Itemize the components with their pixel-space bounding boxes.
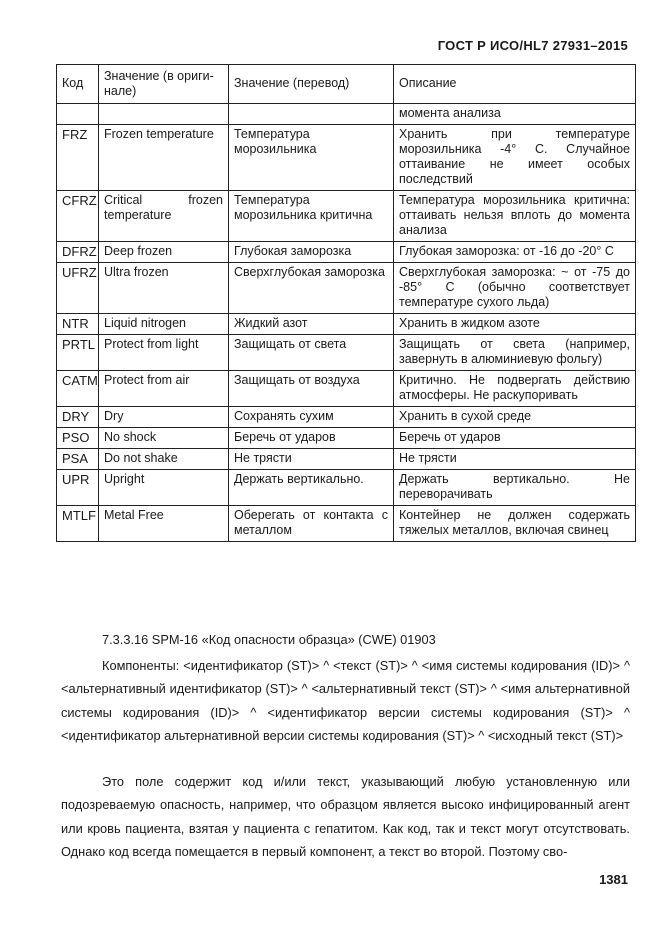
cell-translation: Сверхглубокая заморозка (229, 263, 394, 314)
paragraph-components: Компоненты: <идентификатор (ST)> ^ <текст (ST)> ^ <имя системы кодирования (ID)> ^ <альтернативный идентификатор (ST)> ^ <альтернативный текст (ST)> ^ <имя альтернативной системы кодирования (ID)> ^ <идентификатор версии системы кодирования (ST)> ^ <идентификатор альтернативной версии системы кодирования (ST)> ^ <исходный текст (ST)> (61, 658, 630, 743)
paragraph-description: Это поле содержит код и/или текст, указывающий любую установленную или подозреваемую опасность, например, что образцом является высоко инфицированный агент или кровь пациента, взятая у пациента с гепатитом. Как код, так и текст могут отсутствовать. Однако код всегда помещается в первый компонент, а текст во второй. Поэтому сво- (61, 774, 630, 859)
cell-description: Температура морозильника критична: оттаивать нельзя вплоть до момента анализа (394, 191, 636, 242)
section-title: 7.3.3.16 SPM-16 «Код опасности образца» (CWE) 01903 (102, 632, 436, 647)
cell-code: NTR (57, 314, 99, 335)
table-row (57, 335, 636, 371)
table-row (57, 263, 636, 314)
cell-translation: Беречь от ударов (229, 428, 394, 449)
table-row (57, 314, 636, 335)
table-row (57, 449, 636, 470)
cell-description: Хранить в сухой среде (394, 407, 636, 428)
cell-description: Беречь от ударов (394, 428, 636, 449)
storage-codes-table (56, 64, 636, 542)
continuation-row (57, 104, 636, 125)
document-header: ГОСТ Р ИСО/HL7 27931–2015 (437, 38, 628, 53)
cell-translation: Защищать от света (229, 335, 394, 371)
cell-description: Держать вертикально. Не переворачивать (394, 470, 636, 506)
cell-translation: Держать вертикально. (229, 470, 394, 506)
cell-original: Ultra frozen (99, 263, 229, 314)
cell-original: Frozen temperature (99, 125, 229, 191)
header-code: Код (57, 65, 99, 104)
cell-description: Сверхглубокая заморозка: ~ от -75 до -85° С (обычно соответствует температуре сухого льда) (394, 263, 636, 314)
cell-code: CFRZ (57, 191, 99, 242)
table-row (57, 191, 636, 242)
cell-code: DRY (57, 407, 99, 428)
table-row (57, 470, 636, 506)
cell-description: Глубокая заморозка: от -16 до -20° С (394, 242, 636, 263)
header-original: Значение (в ориги-нале) (99, 65, 229, 104)
cell-original: Do not shake (99, 449, 229, 470)
continuation-text: момента анализа (394, 104, 636, 125)
cell-original: No shock (99, 428, 229, 449)
cell-original: Deep frozen (99, 242, 229, 263)
cell-translation: Защищать от воздуха (229, 371, 394, 407)
header-translation: Значение (перевод) (229, 65, 394, 104)
cell-original: Dry (99, 407, 229, 428)
table-row (57, 371, 636, 407)
table-row (57, 242, 636, 263)
cell-description: Критично. Не подвергать действию атмосферы. Не раскупоривать (394, 371, 636, 407)
cell-description: Защищать от света (например, завернуть в алюминиевую фольгу) (394, 335, 636, 371)
table-header-row (57, 65, 636, 104)
cell-original: Upright (99, 470, 229, 506)
cell-original: Critical frozen temperature (99, 191, 229, 242)
table-row (57, 506, 636, 542)
cell-translation: Сохранять сухим (229, 407, 394, 428)
header-description: Описание (394, 65, 636, 104)
cell-translation: Не трясти (229, 449, 394, 470)
page-number: 1381 (599, 872, 628, 887)
cell-translation: Температура морозильника критична (229, 191, 394, 242)
table-row (57, 407, 636, 428)
table-row (57, 428, 636, 449)
cell-code: PSO (57, 428, 99, 449)
cell-original: Protect from air (99, 371, 229, 407)
table-row (57, 125, 636, 191)
cell-code: UFRZ (57, 263, 99, 314)
cell-code: PSA (57, 449, 99, 470)
cell-description: Контейнер не должен содержать тяжелых металлов, включая свинец (394, 506, 636, 542)
cell-code: DFRZ (57, 242, 99, 263)
cell-translation: Жидкий азот (229, 314, 394, 335)
cell-description: Хранить в жидком азоте (394, 314, 636, 335)
cell-original: Protect from light (99, 335, 229, 371)
cell-original: Metal Free (99, 506, 229, 542)
cell-code: MTLF (57, 506, 99, 542)
cell-translation: Оберегать от контакта с металлом (229, 506, 394, 542)
cell-translation: Глубокая заморозка (229, 242, 394, 263)
cell-translation: Температура морозильника (229, 125, 394, 191)
cell-code: FRZ (57, 125, 99, 191)
cell-description: Хранить при температуре морозильника -4° С. Случайное оттаивание не имеет особых последствий (394, 125, 636, 191)
cell-code: PRTL (57, 335, 99, 371)
cell-original: Liquid nitrogen (99, 314, 229, 335)
cell-description: Не трясти (394, 449, 636, 470)
cell-code: UPR (57, 470, 99, 506)
cell-code: CATM (57, 371, 99, 407)
